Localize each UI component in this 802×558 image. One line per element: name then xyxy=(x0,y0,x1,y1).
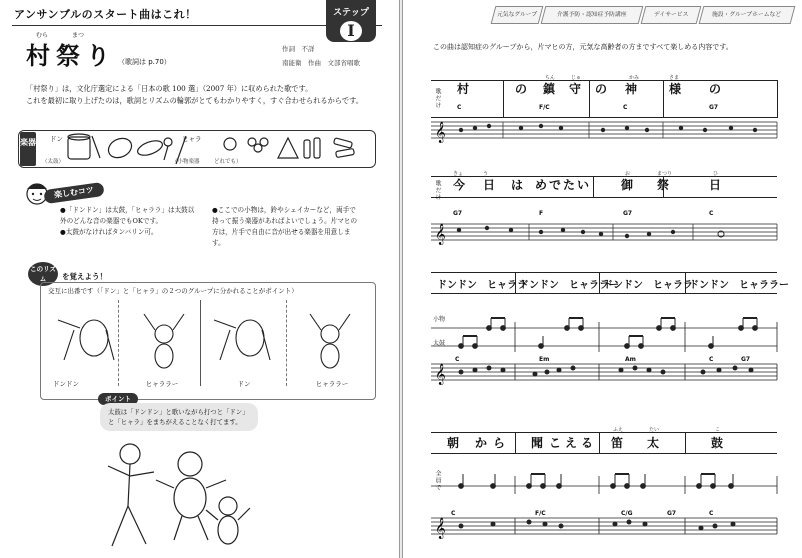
castanet-icon xyxy=(136,138,165,158)
rhythm-lyric: ドンドン ヒャララ xyxy=(437,280,527,291)
step-label: ステップ xyxy=(333,8,369,18)
tab-facility[interactable]: 施設・グループホームなど xyxy=(699,6,796,24)
tab-prevention[interactable]: 介護予防・認知症予防講座 xyxy=(541,6,644,24)
intro-text xyxy=(26,83,371,107)
triangle-icon xyxy=(278,138,298,158)
point-line-1: 太鼓は「ドンドン」と歌いながら打つと「ドン」 xyxy=(108,408,249,416)
tips-left xyxy=(60,205,200,238)
composer-credit: 南能衛 作曲 文部省唱歌 xyxy=(282,59,360,67)
bear-figure-icon xyxy=(155,325,173,343)
side-label: 歌だけ xyxy=(434,88,441,109)
staff-2 xyxy=(431,218,779,246)
rhythm-staff xyxy=(431,306,779,390)
step-number: Ⅰ xyxy=(340,21,362,41)
point-line-2: と「ヒャラ」をまちがえることなく打てます。 xyxy=(108,418,242,426)
song-description: この曲は認知症のグループから，片マヒの方，元気な高齢者の方まですべて楽しめる内容です。 xyxy=(433,43,733,51)
small-inst-label: （小物楽器 xyxy=(172,159,200,165)
any-inst-label: どれでも） xyxy=(214,159,242,165)
tip-2: ●太鼓がなければタンバリン可。 xyxy=(60,228,158,236)
left-page xyxy=(0,0,400,558)
caption-hyarara: ヒャララー xyxy=(145,380,179,388)
bell-icon xyxy=(224,138,236,150)
rhythm-note: 交互に出番です（「ドン」と「ヒャラ」の２つのグループに分かれることがポイント） xyxy=(48,287,298,295)
dancing-people-illustration xyxy=(100,436,260,554)
side-label-small: 小物 xyxy=(433,316,446,323)
svg-text:𝄞: 𝄞 xyxy=(435,518,446,539)
lyric-char: の xyxy=(709,82,722,96)
title-ruby-1: むら xyxy=(36,32,49,39)
step-tab xyxy=(326,0,376,42)
category-tabs xyxy=(493,6,793,24)
lyric-char: 神 xyxy=(625,82,638,96)
lyric-char: 守 xyxy=(569,82,582,96)
lyric-char: 様 xyxy=(669,82,682,96)
side-label: 全員で xyxy=(434,470,441,491)
side-label: 歌だけ xyxy=(434,180,441,201)
svg-text:𝄞: 𝄞 xyxy=(435,364,446,385)
staff-1 xyxy=(431,116,779,144)
svg-text:𝄞: 𝄞 xyxy=(435,122,446,143)
point-badge: ポイント xyxy=(98,393,138,405)
tambourine-icon xyxy=(105,135,134,161)
section-title: アンサンブルのスタート曲はこれ！ xyxy=(14,8,197,21)
drum-icon xyxy=(80,320,108,356)
song-title: 村祭り xyxy=(26,41,116,70)
right-page: 元気なグループ 介護予防・認知症予防講座 デイサービス 施設・グループホームなど この曲は認知症のグループから，片マヒの方，元気な高齢者の方まですべて楽しめる内容です。 歌だけ 村 の ちん 鎮 じゅ 守 の かみ 神 さま 様 の C F/C C G7 𝄞 歌だけ きょ 今 う 日 は め で た い お 御 まつり 祭 ひ 日 G7 F G7 C 𝄞 ドンドン ヒャララ ドンドン ヒャララー ドンドン ヒャララ ドンドン ヒャララー 小物 太鼓 𝄞 C Em Am C G7 朝 か ら 聞 こ え る ふえ 笛 たい 太 こ 鼓 全員で 𝄞 C F/C C/G G7 C xyxy=(402,0,802,558)
point-box xyxy=(100,403,258,431)
rhythm-lyric: ドンドン ヒャララ xyxy=(603,280,693,291)
tip-3: ●ここでの小物は，鈴やシェイカーなど，両手で持って振う楽器があればよいでしょう。片マヒの方は，片手で自由に音が出せる楽器を用意します。 xyxy=(212,206,358,247)
caption-don: ドン xyxy=(237,380,251,388)
clapper-icon xyxy=(334,138,353,148)
intro-line-2: これを最初に取り上げたのは，歌詞とリズムの輪郭がとてもわかりやすく，すぐ合わせられるからです。 xyxy=(26,96,363,105)
lyric-char: 鎮 xyxy=(543,82,556,96)
lyric-char: 村 xyxy=(457,82,470,96)
staff-4 xyxy=(431,462,779,554)
title-ruby-2: まつ xyxy=(72,32,85,39)
tips-badge: 楽しむコツ xyxy=(43,182,104,204)
caption-hyarara-2: ヒャララー xyxy=(315,380,349,388)
caption-dondon: ドンドン xyxy=(53,380,79,388)
tab-dayservice[interactable]: デイサービス xyxy=(641,6,702,24)
rhythm-lyric: ドンドン ヒャララー xyxy=(519,280,619,291)
svg-text:𝄞: 𝄞 xyxy=(435,224,446,245)
lyric-char: の xyxy=(595,82,608,96)
intro-line-1: 「村祭り」は，文化庁選定による「日本の歌 100 選」（2007 年）に収められた歌です。 xyxy=(26,84,313,93)
hyarara-label: ヒャラ xyxy=(182,135,202,143)
instrument-tag: 楽器 xyxy=(20,132,36,166)
lyricist-credit: 作詞 不詳 xyxy=(282,45,315,53)
drumstick-icon xyxy=(92,136,100,158)
instrument-illustrations xyxy=(40,130,380,170)
tip-1: ●「ドンドン」は太鼓，「ヒャララ」は太鼓以外のどんな音の楽器でもOKです。 xyxy=(60,206,195,225)
rhythm-badge: このリズム xyxy=(28,262,58,286)
tab-genki[interactable]: 元気なグループ xyxy=(491,6,544,24)
lyric-page-ref: （歌詞は p.70） xyxy=(118,58,171,66)
lyric-char: の xyxy=(515,82,528,96)
taiko-label: （太鼓） xyxy=(42,159,65,165)
rhythm-lyric: ドンドン ヒャララー xyxy=(689,280,789,291)
rhythm-illustrations xyxy=(44,300,374,376)
tips-right xyxy=(212,205,362,249)
don-label: ドン xyxy=(50,135,63,143)
rhythm-title: を覚えよう！ xyxy=(62,272,107,281)
side-label-drum: 太鼓 xyxy=(433,340,446,347)
